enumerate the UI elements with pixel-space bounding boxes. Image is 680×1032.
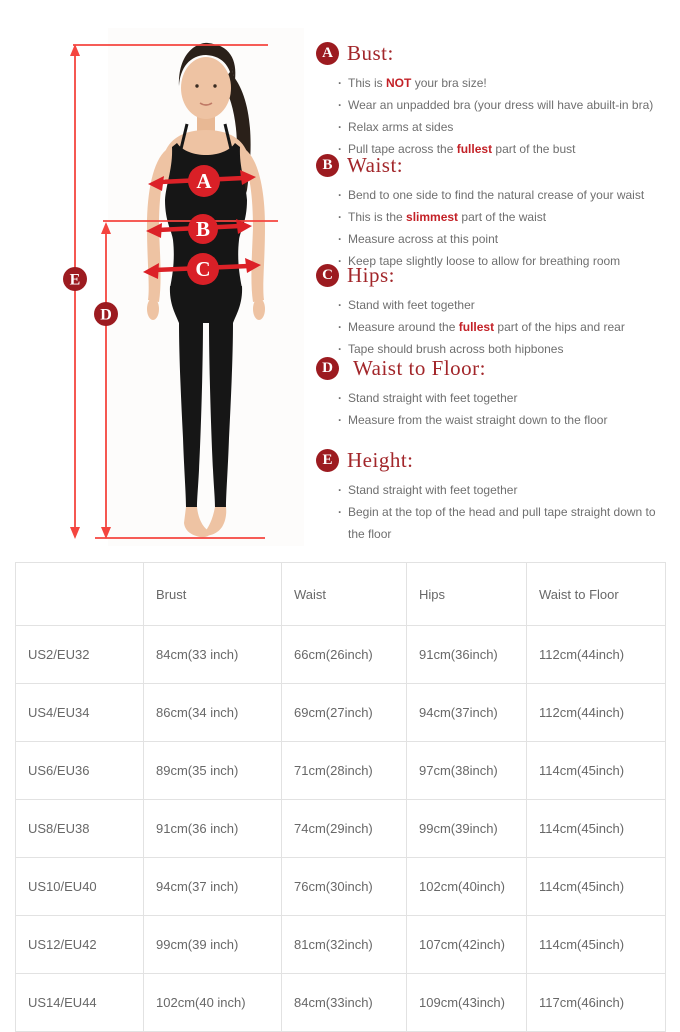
- table-row: [16, 800, 666, 858]
- waist-to-floor-badge: [316, 357, 339, 380]
- measurement-line-arrowheads: [70, 44, 111, 539]
- cell-waist: 81cm(32inch): [282, 916, 407, 974]
- list-item: · Begin at the top of the head and pull tape straight down to the floor: [338, 501, 674, 545]
- table-row: [16, 626, 666, 684]
- list-item: · Stand with feet together: [338, 294, 674, 316]
- cell-size: US4/EU34: [16, 684, 144, 742]
- list-item: · Keep tape slightly loose to allow for breathing room: [338, 250, 674, 272]
- list-item: · Bend to one side to find the natural crease of your waist: [338, 184, 674, 206]
- section-height: [316, 447, 674, 545]
- cell-waist: 76cm(30inch): [282, 858, 407, 916]
- waist-label-b: B: [195, 217, 211, 241]
- cell-waist-to-floor: 112cm(44inch): [527, 684, 666, 742]
- cell-waist-to-floor: 114cm(45inch): [527, 742, 666, 800]
- height-badge: [316, 449, 339, 472]
- header-hips: Hips: [407, 563, 527, 626]
- table-row: [16, 684, 666, 742]
- list-item: · Stand straight with feet together: [338, 479, 674, 501]
- section-hips: [316, 262, 674, 360]
- waist-to-floor-label-d: D: [100, 306, 112, 324]
- table-row: [16, 916, 666, 974]
- cell-waist-to-floor: 114cm(45inch): [527, 916, 666, 974]
- cell-waist: 66cm(26inch): [282, 626, 407, 684]
- list-item: · Measure around the fullest part of the hips and rear: [338, 316, 674, 338]
- cell-hips: 99cm(39inch): [407, 800, 527, 858]
- header-size: [16, 563, 144, 626]
- bust-badge: [316, 42, 339, 65]
- waist-title: Waist:: [347, 152, 404, 177]
- hips-badge: [316, 264, 339, 287]
- section-waist-to-floor-header: [316, 355, 674, 381]
- section-hips-header: [316, 262, 674, 288]
- waist-badge: [316, 154, 339, 177]
- waist-to-floor-title: Waist to Floor:: [353, 355, 486, 380]
- cell-waist: 84cm(33inch): [282, 974, 407, 1032]
- cell-hips: 91cm(36inch): [407, 626, 527, 684]
- cell-size: US10/EU40: [16, 858, 144, 916]
- height-badge-letter: E: [322, 451, 333, 468]
- cell-waist-to-floor: 112cm(44inch): [527, 626, 666, 684]
- cell-hips: 97cm(38inch): [407, 742, 527, 800]
- table-row: [16, 742, 666, 800]
- bust-title: Bust:: [347, 40, 394, 65]
- header-bust: Brust: [144, 563, 282, 626]
- list-item: · Measure from the waist straight down to the floor: [338, 409, 674, 431]
- waist-bullet-list: [316, 184, 674, 272]
- cell-hips: 109cm(43inch): [407, 974, 527, 1032]
- cell-waist-to-floor: 114cm(45inch): [527, 800, 666, 858]
- cell-bust: 102cm(40 inch): [144, 974, 282, 1032]
- measurement-diagram: [0, 0, 320, 555]
- cell-bust: 99cm(39 inch): [144, 916, 282, 974]
- size-table-container: [15, 562, 665, 1032]
- cell-waist-to-floor: 117cm(46inch): [527, 974, 666, 1032]
- hips-bullet-list: [316, 294, 674, 360]
- cell-hips: 107cm(42inch): [407, 916, 527, 974]
- cell-size: US12/EU42: [16, 916, 144, 974]
- cell-size: US8/EU38: [16, 800, 144, 858]
- cell-bust: 89cm(35 inch): [144, 742, 282, 800]
- model-figure-svg: [0, 0, 320, 555]
- cell-waist: 69cm(27inch): [282, 684, 407, 742]
- waist-badge-letter: B: [322, 156, 333, 173]
- header-waist-to-floor: Waist to Floor: [527, 563, 666, 626]
- bust-label-a: A: [196, 169, 212, 193]
- hips-badge-letter: C: [322, 266, 333, 283]
- cell-waist: 71cm(28inch): [282, 742, 407, 800]
- cell-waist-to-floor: 114cm(45inch): [527, 858, 666, 916]
- height-bullet-list: [316, 479, 674, 545]
- waist-to-floor-badge-letter: D: [322, 359, 333, 376]
- cell-hips: 94cm(37inch): [407, 684, 527, 742]
- list-item: · Pull tape across the fullest part of the bust: [338, 138, 674, 160]
- section-waist-to-floor: [316, 355, 674, 431]
- list-item: · Tape should brush across both hipbones: [338, 338, 674, 360]
- hips-title: Hips:: [347, 262, 396, 287]
- cell-size: US6/EU36: [16, 742, 144, 800]
- height-title: Height:: [347, 447, 414, 472]
- section-waist: [316, 152, 674, 272]
- cell-bust: 94cm(37 inch): [144, 858, 282, 916]
- size-table: [15, 562, 666, 1032]
- cell-bust: 91cm(36 inch): [144, 800, 282, 858]
- hips-label-c: C: [195, 257, 211, 281]
- cell-size: US2/EU32: [16, 626, 144, 684]
- table-header-row: [16, 563, 666, 626]
- height-label-e: E: [69, 271, 81, 289]
- list-item: · Wear an unpadded bra (your dress will have abuilt-in bra): [338, 94, 674, 116]
- cell-bust: 86cm(34 inch): [144, 684, 282, 742]
- list-item: · Measure across at this point: [338, 228, 674, 250]
- section-bust-header: [316, 40, 674, 66]
- header-waist: Waist: [282, 563, 407, 626]
- bust-badge-letter: A: [322, 44, 333, 61]
- table-row: [16, 974, 666, 1032]
- section-bust: [316, 40, 674, 160]
- waist-to-floor-bullet-list: [316, 387, 674, 431]
- list-item: · Stand straight with feet together: [338, 387, 674, 409]
- bust-bullet-list: [316, 72, 674, 160]
- section-height-header: [316, 447, 674, 473]
- cell-size: US14/EU44: [16, 974, 144, 1032]
- list-item: · This is NOT your bra size!: [338, 72, 674, 94]
- cell-hips: 102cm(40inch): [407, 858, 527, 916]
- list-item: · This is the slimmest part of the waist: [338, 206, 674, 228]
- cell-waist: 74cm(29inch): [282, 800, 407, 858]
- table-row: [16, 858, 666, 916]
- section-waist-header: [316, 152, 674, 178]
- cell-bust: 84cm(33 inch): [144, 626, 282, 684]
- list-item: · Relax arms at sides: [338, 116, 674, 138]
